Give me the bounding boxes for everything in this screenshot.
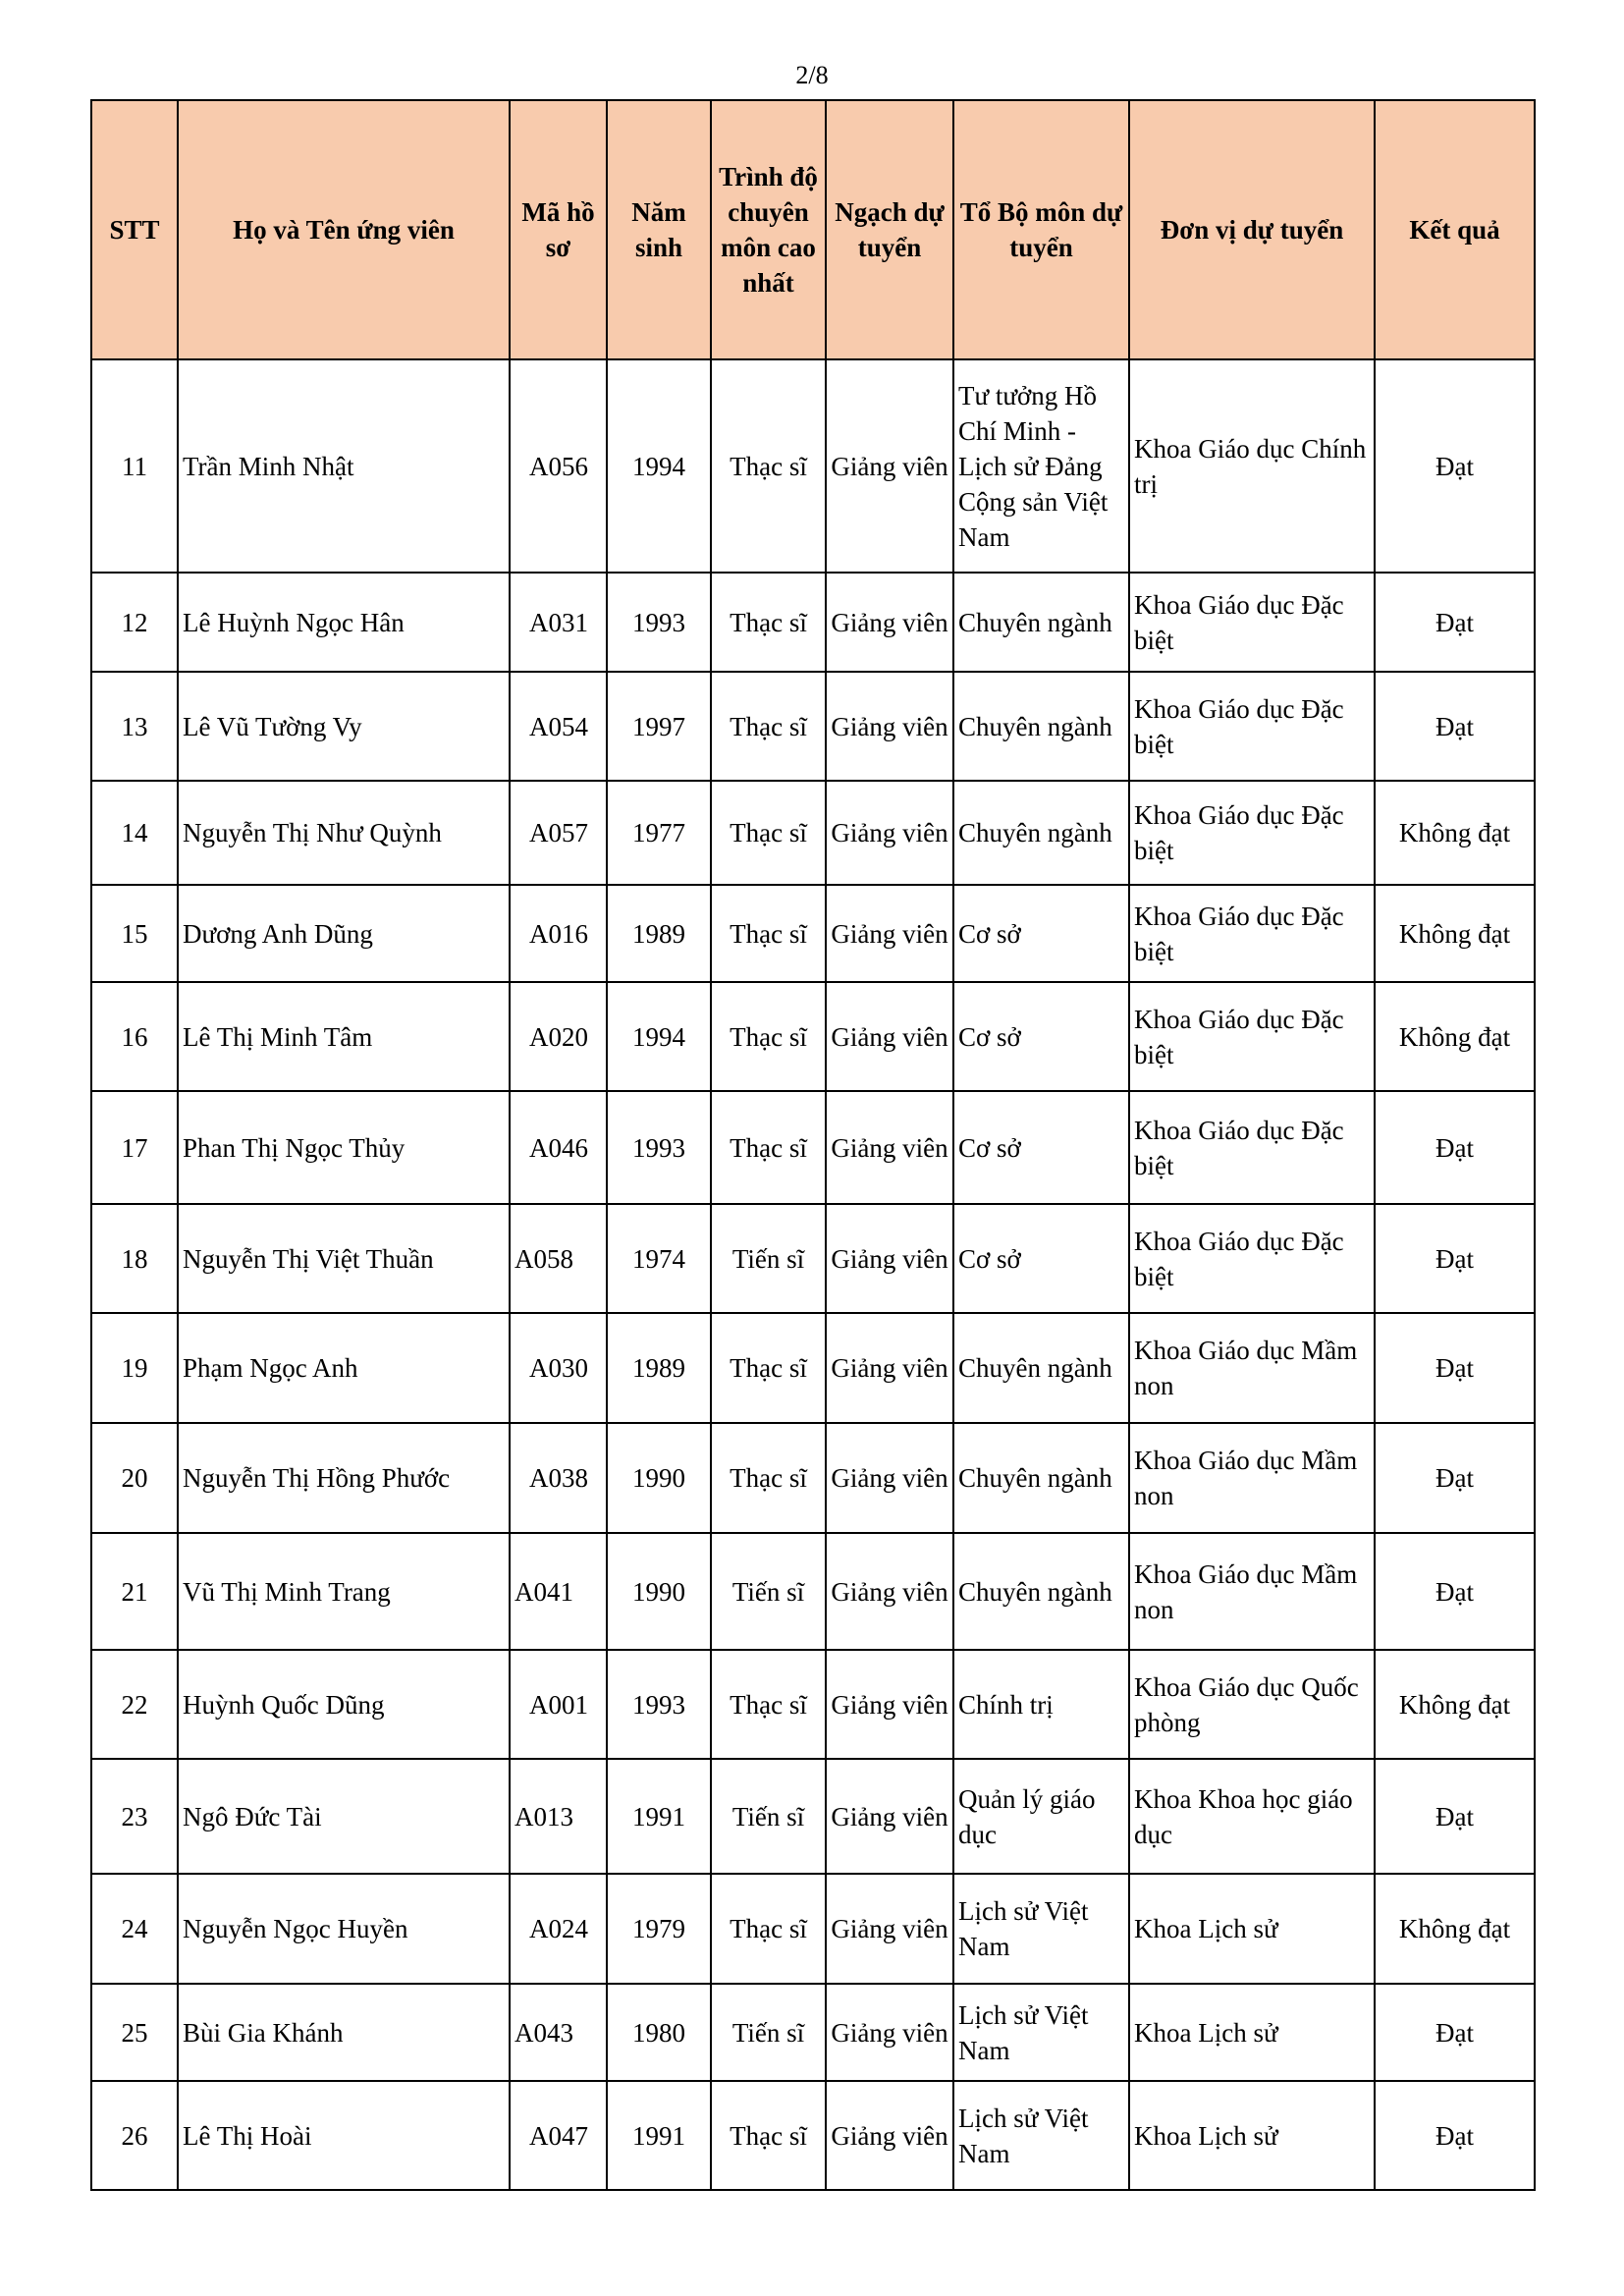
header-stt: STT — [91, 100, 178, 359]
cell-rank: Giảng viên — [826, 573, 953, 672]
header-department: Tổ Bộ môn dự tuyển — [953, 100, 1129, 359]
cell-rank: Giảng viên — [826, 1204, 953, 1313]
cell-department: Chuyên ngành — [953, 1533, 1129, 1650]
table-row — [91, 1874, 1535, 1984]
cell-unit: Khoa Giáo dục Đặc biệt — [1129, 1204, 1375, 1313]
cell-code: A041 — [510, 1533, 607, 1650]
cell-degree: Thạc sĩ — [711, 781, 826, 885]
cell-unit: Khoa Giáo dục Đặc biệt — [1129, 885, 1375, 982]
cell-name: Nguyễn Thị Hồng Phước — [178, 1423, 510, 1533]
cell-name: Nguyễn Thị Việt Thuần — [178, 1204, 510, 1313]
cell-name: Lê Thị Minh Tâm — [178, 982, 510, 1091]
cell-result: Không đạt — [1375, 781, 1535, 885]
cell-code: A058 — [510, 1204, 607, 1313]
cell-degree: Thạc sĩ — [711, 2081, 826, 2190]
cell-birth-year: 1994 — [607, 982, 711, 1091]
cell-rank: Giảng viên — [826, 1091, 953, 1204]
cell-department: Cơ sở — [953, 982, 1129, 1091]
cell-stt: 25 — [91, 1984, 178, 2081]
cell-code: A047 — [510, 2081, 607, 2190]
table-body — [91, 359, 1535, 2190]
cell-degree: Thạc sĩ — [711, 573, 826, 672]
cell-unit: Khoa Giáo dục Đặc biệt — [1129, 573, 1375, 672]
cell-department: Chính trị — [953, 1650, 1129, 1759]
cell-unit: Khoa Giáo dục Đặc biệt — [1129, 1091, 1375, 1204]
header-code: Mã hồ sơ — [510, 100, 607, 359]
cell-birth-year: 1990 — [607, 1533, 711, 1650]
cell-rank: Giảng viên — [826, 1423, 953, 1533]
cell-code: A043 — [510, 1984, 607, 2081]
cell-unit: Khoa Lịch sử — [1129, 1984, 1375, 2081]
cell-unit: Khoa Giáo dục Mầm non — [1129, 1533, 1375, 1650]
cell-stt: 26 — [91, 2081, 178, 2190]
cell-unit: Khoa Giáo dục Mầm non — [1129, 1313, 1375, 1423]
cell-department: Lịch sử Việt Nam — [953, 1984, 1129, 2081]
cell-unit: Khoa Giáo dục Chính trị — [1129, 359, 1375, 573]
cell-code: A054 — [510, 672, 607, 781]
cell-degree: Tiến sĩ — [711, 1759, 826, 1874]
cell-result: Đạt — [1375, 1759, 1535, 1874]
cell-birth-year: 1991 — [607, 1759, 711, 1874]
cell-department: Quản lý giáo dục — [953, 1759, 1129, 1874]
cell-code: A020 — [510, 982, 607, 1091]
cell-result: Đạt — [1375, 672, 1535, 781]
cell-department: Tư tưởng Hồ Chí Minh - Lịch sử Đảng Cộng sản Việt Nam — [953, 359, 1129, 573]
table-row — [91, 781, 1535, 885]
cell-rank: Giảng viên — [826, 672, 953, 781]
cell-degree: Thạc sĩ — [711, 1313, 826, 1423]
cell-name: Lê Thị Hoài — [178, 2081, 510, 2190]
cell-name: Ngô Đức Tài — [178, 1759, 510, 1874]
cell-birth-year: 1994 — [607, 359, 711, 573]
cell-name: Nguyễn Thị Như Quỳnh — [178, 781, 510, 885]
cell-name: Huỳnh Quốc Dũng — [178, 1650, 510, 1759]
cell-result: Không đạt — [1375, 1874, 1535, 1984]
cell-department: Lịch sử Việt Nam — [953, 2081, 1129, 2190]
cell-stt: 13 — [91, 672, 178, 781]
cell-department: Chuyên ngành — [953, 573, 1129, 672]
cell-name: Dương Anh Dũng — [178, 885, 510, 982]
cell-unit: Khoa Lịch sử — [1129, 2081, 1375, 2190]
cell-unit: Khoa Lịch sử — [1129, 1874, 1375, 1984]
table-row — [91, 1091, 1535, 1204]
cell-degree: Thạc sĩ — [711, 672, 826, 781]
cell-unit: Khoa Giáo dục Đặc biệt — [1129, 781, 1375, 885]
cell-code: A057 — [510, 781, 607, 885]
table-row — [91, 1423, 1535, 1533]
cell-degree: Thạc sĩ — [711, 1874, 826, 1984]
table-row — [91, 672, 1535, 781]
cell-result: Đạt — [1375, 1984, 1535, 2081]
cell-code: A030 — [510, 1313, 607, 1423]
cell-unit: Khoa Giáo dục Đặc biệt — [1129, 672, 1375, 781]
table-row — [91, 2081, 1535, 2190]
cell-rank: Giảng viên — [826, 1984, 953, 2081]
cell-stt: 16 — [91, 982, 178, 1091]
cell-name: Trần Minh Nhật — [178, 359, 510, 573]
cell-result: Không đạt — [1375, 1650, 1535, 1759]
cell-department: Chuyên ngành — [953, 1423, 1129, 1533]
cell-degree: Tiến sĩ — [711, 1204, 826, 1313]
cell-code: A001 — [510, 1650, 607, 1759]
header-birth-year: Năm sinh — [607, 100, 711, 359]
table-row — [91, 1650, 1535, 1759]
page-number: 2/8 — [795, 61, 829, 89]
cell-stt: 14 — [91, 781, 178, 885]
cell-birth-year: 1990 — [607, 1423, 711, 1533]
cell-code: A024 — [510, 1874, 607, 1984]
cell-rank: Giảng viên — [826, 1313, 953, 1423]
table-row — [91, 1313, 1535, 1423]
cell-department: Chuyên ngành — [953, 1313, 1129, 1423]
cell-result: Đạt — [1375, 1091, 1535, 1204]
cell-stt: 17 — [91, 1091, 178, 1204]
cell-rank: Giảng viên — [826, 359, 953, 573]
header-rank: Ngạch dự tuyển — [826, 100, 953, 359]
cell-birth-year: 1989 — [607, 1313, 711, 1423]
cell-stt: 21 — [91, 1533, 178, 1650]
cell-rank: Giảng viên — [826, 1650, 953, 1759]
table-row — [91, 1204, 1535, 1313]
header-result: Kết quả — [1375, 100, 1535, 359]
cell-degree: Thạc sĩ — [711, 1423, 826, 1533]
cell-degree: Thạc sĩ — [711, 1650, 826, 1759]
cell-birth-year: 1997 — [607, 672, 711, 781]
cell-name: Phan Thị Ngọc Thủy — [178, 1091, 510, 1204]
cell-degree: Thạc sĩ — [711, 885, 826, 982]
cell-degree: Tiến sĩ — [711, 1984, 826, 2081]
cell-birth-year: 1974 — [607, 1204, 711, 1313]
cell-code: A016 — [510, 885, 607, 982]
cell-code: A056 — [510, 359, 607, 573]
cell-birth-year: 1977 — [607, 781, 711, 885]
cell-department: Cơ sở — [953, 1091, 1129, 1204]
cell-name: Lê Huỳnh Ngọc Hân — [178, 573, 510, 672]
cell-degree: Tiến sĩ — [711, 1533, 826, 1650]
cell-result: Đạt — [1375, 1313, 1535, 1423]
cell-birth-year: 1993 — [607, 573, 711, 672]
cell-stt: 12 — [91, 573, 178, 672]
cell-department: Chuyên ngành — [953, 781, 1129, 885]
cell-code: A046 — [510, 1091, 607, 1204]
cell-result: Đạt — [1375, 573, 1535, 672]
cell-rank: Giảng viên — [826, 885, 953, 982]
cell-rank: Giảng viên — [826, 781, 953, 885]
cell-stt: 23 — [91, 1759, 178, 1874]
header-name: Họ và Tên ứng viên — [178, 100, 510, 359]
cell-name: Lê Vũ Tường Vy — [178, 672, 510, 781]
cell-result: Không đạt — [1375, 982, 1535, 1091]
cell-stt: 11 — [91, 359, 178, 573]
cell-birth-year: 1980 — [607, 1984, 711, 2081]
cell-rank: Giảng viên — [826, 2081, 953, 2190]
cell-birth-year: 1993 — [607, 1091, 711, 1204]
cell-stt: 24 — [91, 1874, 178, 1984]
cell-name: Nguyễn Ngọc Huyền — [178, 1874, 510, 1984]
cell-birth-year: 1989 — [607, 885, 711, 982]
cell-unit: Khoa Giáo dục Quốc phòng — [1129, 1650, 1375, 1759]
cell-rank: Giảng viên — [826, 1533, 953, 1650]
table-row — [91, 1759, 1535, 1874]
cell-department: Cơ sở — [953, 885, 1129, 982]
table-row — [91, 1533, 1535, 1650]
results-table — [90, 99, 1536, 2191]
table-row — [91, 1984, 1535, 2081]
cell-degree: Thạc sĩ — [711, 982, 826, 1091]
table-row — [91, 359, 1535, 573]
cell-stt: 18 — [91, 1204, 178, 1313]
cell-result: Đạt — [1375, 1204, 1535, 1313]
cell-unit: Khoa Giáo dục Đặc biệt — [1129, 982, 1375, 1091]
cell-birth-year: 1991 — [607, 2081, 711, 2190]
table-row — [91, 885, 1535, 982]
cell-result: Đạt — [1375, 359, 1535, 573]
table-row — [91, 982, 1535, 1091]
cell-rank: Giảng viên — [826, 1874, 953, 1984]
cell-department: Cơ sở — [953, 1204, 1129, 1313]
table-row — [91, 573, 1535, 672]
header-unit: Đơn vị dự tuyển — [1129, 100, 1375, 359]
cell-stt: 19 — [91, 1313, 178, 1423]
cell-rank: Giảng viên — [826, 982, 953, 1091]
cell-rank: Giảng viên — [826, 1759, 953, 1874]
cell-name: Phạm Ngọc Anh — [178, 1313, 510, 1423]
header-row — [91, 100, 1535, 359]
cell-result: Không đạt — [1375, 885, 1535, 982]
cell-name: Bùi Gia Khánh — [178, 1984, 510, 2081]
cell-birth-year: 1993 — [607, 1650, 711, 1759]
header-degree: Trình độ chuyên môn cao nhất — [711, 100, 826, 359]
cell-department: Lịch sử Việt Nam — [953, 1874, 1129, 1984]
cell-stt: 15 — [91, 885, 178, 982]
cell-code: A013 — [510, 1759, 607, 1874]
cell-code: A038 — [510, 1423, 607, 1533]
cell-stt: 22 — [91, 1650, 178, 1759]
cell-department: Chuyên ngành — [953, 672, 1129, 781]
cell-unit: Khoa Khoa học giáo dục — [1129, 1759, 1375, 1874]
cell-name: Vũ Thị Minh Trang — [178, 1533, 510, 1650]
cell-result: Đạt — [1375, 1533, 1535, 1650]
cell-code: A031 — [510, 573, 607, 672]
cell-result: Đạt — [1375, 2081, 1535, 2190]
cell-degree: Thạc sĩ — [711, 1091, 826, 1204]
cell-result: Đạt — [1375, 1423, 1535, 1533]
cell-stt: 20 — [91, 1423, 178, 1533]
cell-birth-year: 1979 — [607, 1874, 711, 1984]
cell-degree: Thạc sĩ — [711, 359, 826, 573]
cell-unit: Khoa Giáo dục Mầm non — [1129, 1423, 1375, 1533]
